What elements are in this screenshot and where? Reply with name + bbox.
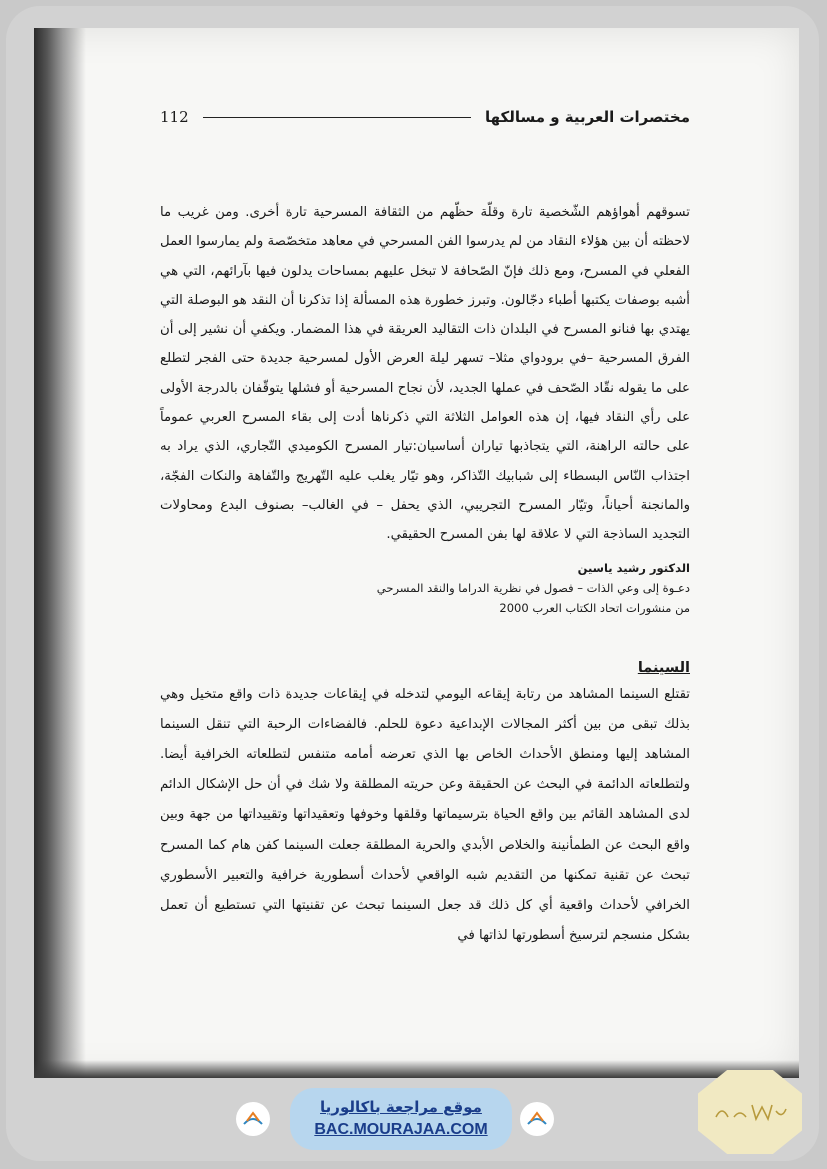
page-number: 112 [160,108,189,126]
citation-work: دعـوة إلى وعي الذات – فصول في نظرية الدراما والنقد المسرحي [376,580,690,595]
section-title: السينما [637,659,690,676]
quoted-passage: تسوقهم أهواؤهم الشّخصية تارة وقلّة حظّهم من الثقافة المسرحية تارة أخرى. ومن غريب ما لاحظته أن بين هؤلاء النقاد من لم يدرسوا الفن المسرحي في معاهد متخصّصة ولم يمارسوا العمل الفعلي في المسرح، ومع ذلك فإنّ الصّحافة لا تبخل عليهم بمساحات يدلون فيها بآرائهم، التي هي أشبه بوصفات يكتبها أطباء دجّالون. وتبرز خطورة هذه المسألة إذا تذكرنا أن النقد هو البوصلة التي يهتدي بها فنانو المسرح في البلدان ذات التقاليد العريقة في هذا المضمار. ويكفي أن نشير إلى أن الفرق المسرحية –في برودواي مثلا– تسهر ليلة العرض الأول لمسرحية جديدة حتى الفجر لتطلع على ما يقوله نقّاد الصّحف في عملها الجديد، لأن نجاح المسرحية أو فشلها يتوقّفان بالدرجة الأولى على رأي النقاد فيها، إن هذه العوامل الثلاثة التي ذكرناها أدت إلى بقاء المسرح العربي عموماً على حالته الراهنة، التي يتجاذبها تياران أساسيان:تيار المسرح الكوميدي التّجاري، الذي يراد به اجتذاب النّاس البسطاء إلى شبابيك التّذاكر، وهو تيّار يغلب عليه التّهريج والتّفاهة والنكات الفجّة، والمانجنة أحياناً، وتيّار المسرح التجريبي، الذي يحفل – في الغالب– بصنوف البدع ومحاولات التجديد الساذجة التي لا علاقة لها بفن المسرح الحقيقي. [160,205,690,543]
section-body: تقتلع السينما المشاهد من رتابة إيقاعه اليومي لتدخله في إيقاعات جديدة ذات واقع متخيل وهي بذلك تبقى من بين أكثر المجالات الإبداعية دعوة للحلم. فالفضاءات الرحبة التي تنقل السينما المشاهد إليها ومنطق الأحداث الخاص بها الذي تعرضه أمامه متنفس لتطلعاته الخرافية أيضا. ولتطلعاته الدائمة في البحث عن الحقيقة وعن حريته المطلقة ولا شك في أن حل الإشكال الدائم لدى المشاهد القائم بين واقع الحياة بترسيماتها وقلقها وخوفها وتعقيداتها وتقييداتها من جهة وبين واقع البحث عن الطمأنينة والخلاص الأبدي والحرية المطلقة جعلت السينما كفن هام كما المسرح تبحث عن تقنية تمكنها من التقديم شبه الواقعي لأحداث أسطورية خرافية والتعبير الأسطوري الخرافي لأحداث واقعية أي كل ذلك قد جعل السينما تبحث عن تقنيتها التي تستطيع أن تعمل بشكل منسجم لترسيخ أسطورتها لذاتها في [160,686,690,944]
binding-shadow [34,28,86,1078]
citation-author: الدكتور رشيد ياسين [577,560,690,575]
page-content [160,100,690,951]
citation-publisher: من منشورات اتحاد الكتاب العرب 2000 [499,600,690,615]
footer-bar [0,1080,827,1165]
bottom-shadow [34,1060,799,1078]
citation [160,558,690,618]
header-rule [203,117,471,118]
site-url-link[interactable]: BAC.MOURAJAA.COM [314,1121,488,1138]
running-title: مختصرات العربية و مسالكها [484,108,690,126]
site-logo-left-icon [236,1102,270,1136]
site-link-box[interactable] [290,1088,512,1150]
bacmath-logo [698,1070,802,1154]
site-logo-right-icon [520,1102,554,1136]
site-name-arabic[interactable]: موقع مراجعة باكالوريا [320,1098,482,1116]
running-header [160,100,690,134]
